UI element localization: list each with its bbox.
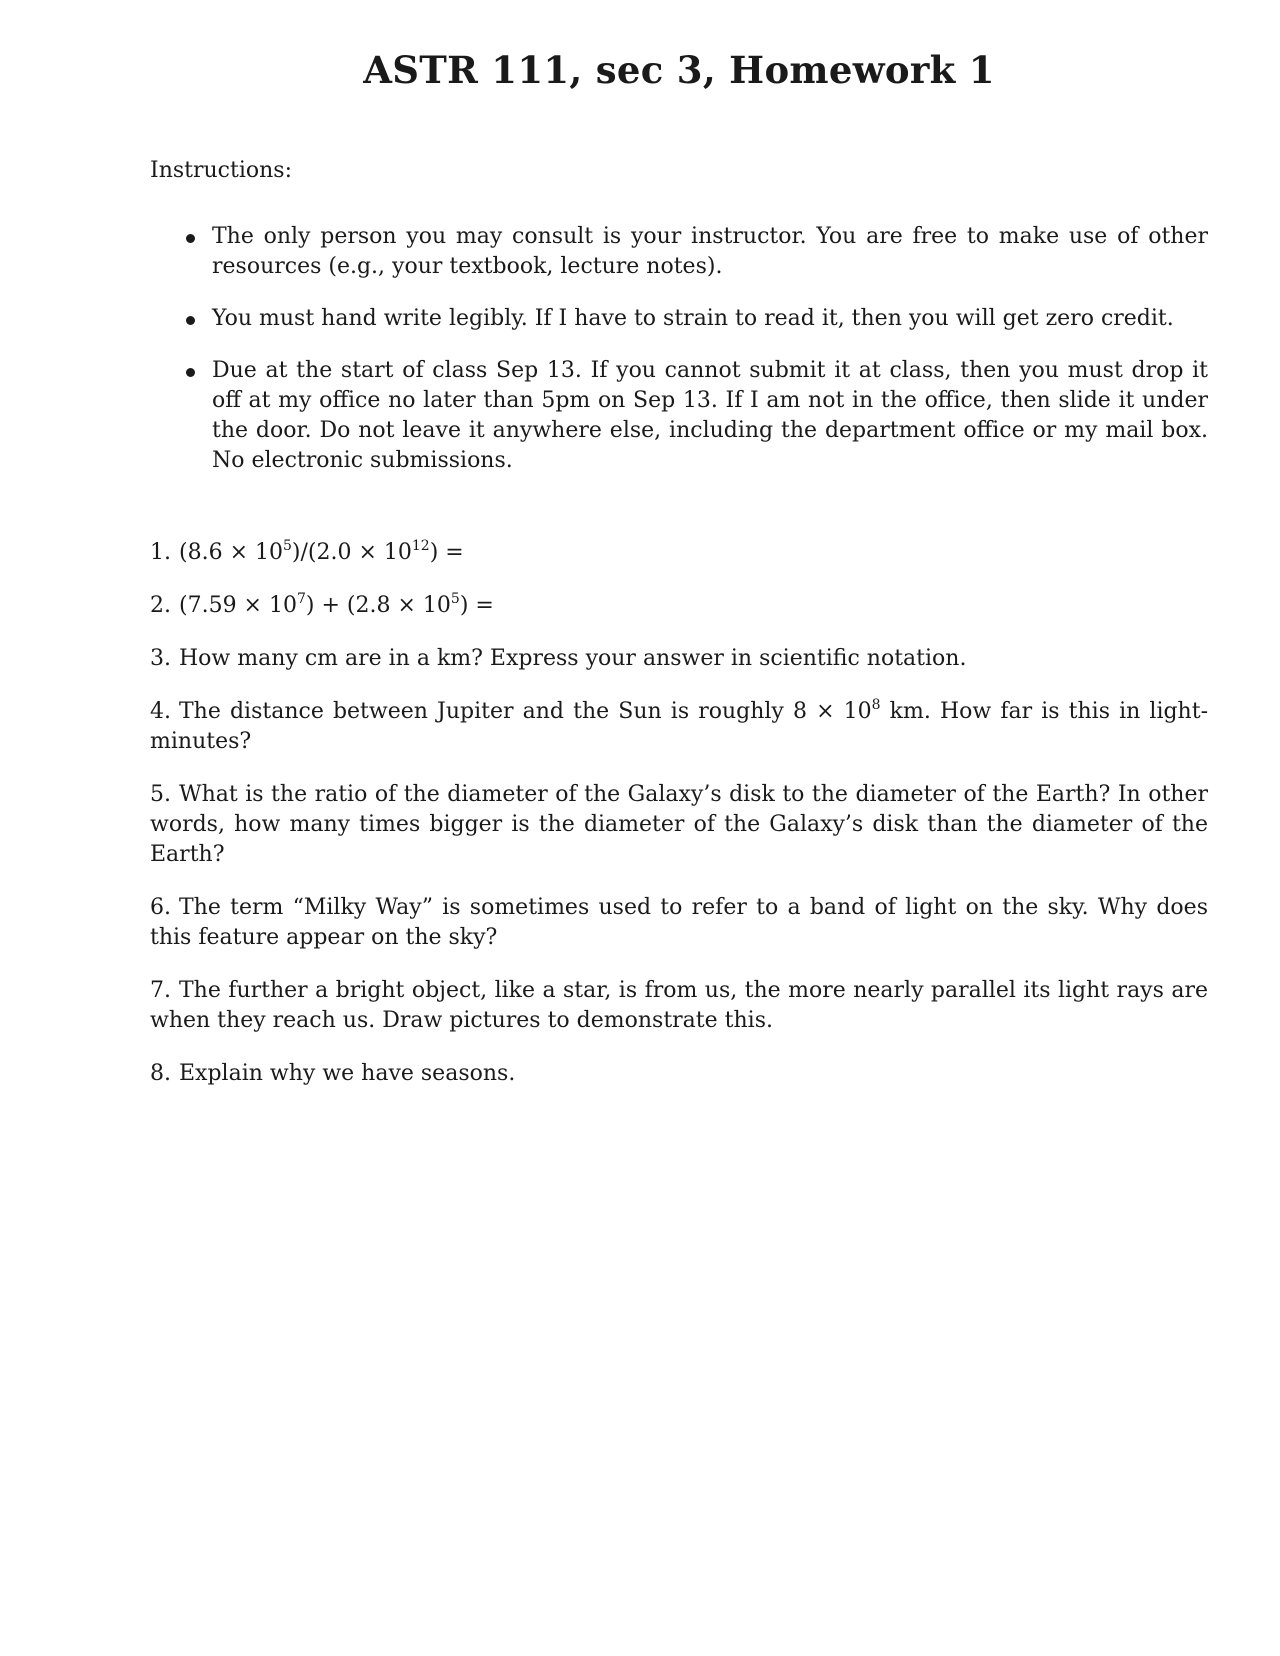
instruction-text: You must hand write legibly. If I have to strain to read it, then you will get zero credit. — [212, 306, 1174, 331]
question-text: ) + (2.8 × 10 — [305, 593, 451, 618]
question-number: 1. — [150, 540, 171, 565]
question-text: How many cm are in a km? Express your answer in scientific notation. — [179, 646, 967, 671]
question-text: (7.59 × 10 — [179, 593, 297, 618]
question-number: 3. — [150, 646, 171, 671]
question-text: km. How far is this in light-minutes? — [150, 699, 1209, 754]
question-item — [150, 893, 1208, 953]
instruction-item — [150, 356, 1208, 476]
exponent: 5 — [282, 538, 292, 554]
question-number: 2. — [150, 593, 171, 618]
instruction-text: The only person you may consult is your instructor. You are free to make use of other resources (e.g., your textbook, lecture notes). — [212, 224, 1208, 279]
question-number: 4. — [150, 699, 171, 724]
instruction-text: Due at the start of class Sep 13. If you cannot submit it at class, then you must drop it off at my office no later than 5pm on Sep 13. If I am not in the office, then slide it under the door. Do not leave it anywhere else, including the department office or my mail box. No electronic submissions. — [212, 358, 1208, 473]
instruction-item — [150, 304, 1208, 334]
question-number: 7. — [150, 978, 171, 1003]
document-title: ASTR 111, sec 3, Homework 1 — [363, 48, 995, 92]
questions-list — [150, 538, 1208, 1112]
exponent: 5 — [450, 591, 460, 607]
question-text: )/(2.0 × 10 — [291, 540, 412, 565]
instruction-item — [150, 222, 1208, 282]
bullet-dot-icon — [186, 368, 195, 377]
exponent: 12 — [411, 538, 430, 554]
question-number: 8. — [150, 1061, 171, 1086]
question-text: The distance between Jupiter and the Sun is roughly 8 × 10 — [179, 699, 872, 724]
question-item — [150, 780, 1208, 870]
question-item — [150, 976, 1208, 1036]
bullet-dot-icon — [186, 316, 195, 325]
question-item — [150, 1059, 1208, 1089]
instructions-label: Instructions: — [150, 158, 292, 183]
instructions-list — [150, 222, 1208, 498]
question-item — [150, 591, 1208, 621]
question-text: The further a bright object, like a star, is from us, the more nearly parallel its light rays are when they reach us. Draw pictures to demonstrate this. — [150, 978, 1208, 1033]
question-number: 6. — [150, 895, 171, 920]
question-item — [150, 644, 1208, 674]
question-item — [150, 538, 1208, 568]
question-item — [150, 697, 1208, 757]
question-number: 5. — [150, 782, 171, 807]
exponent: 7 — [296, 591, 306, 607]
exponent: 8 — [871, 697, 881, 713]
question-text: The term “Milky Way” is sometimes used to refer to a band of light on the sky. Why does this feature appear on the sky? — [150, 895, 1208, 950]
question-text: (8.6 × 10 — [179, 540, 283, 565]
bullet-dot-icon — [186, 234, 195, 243]
question-text: ) = — [459, 593, 494, 618]
question-text: ) = — [429, 540, 464, 565]
question-text: Explain why we have seasons. — [179, 1061, 516, 1086]
question-text: What is the ratio of the diameter of the Galaxy’s disk to the diameter of the Earth? In other words, how many times bigger is the diameter of the Galaxy’s disk than the diameter of the Earth? — [150, 782, 1208, 867]
